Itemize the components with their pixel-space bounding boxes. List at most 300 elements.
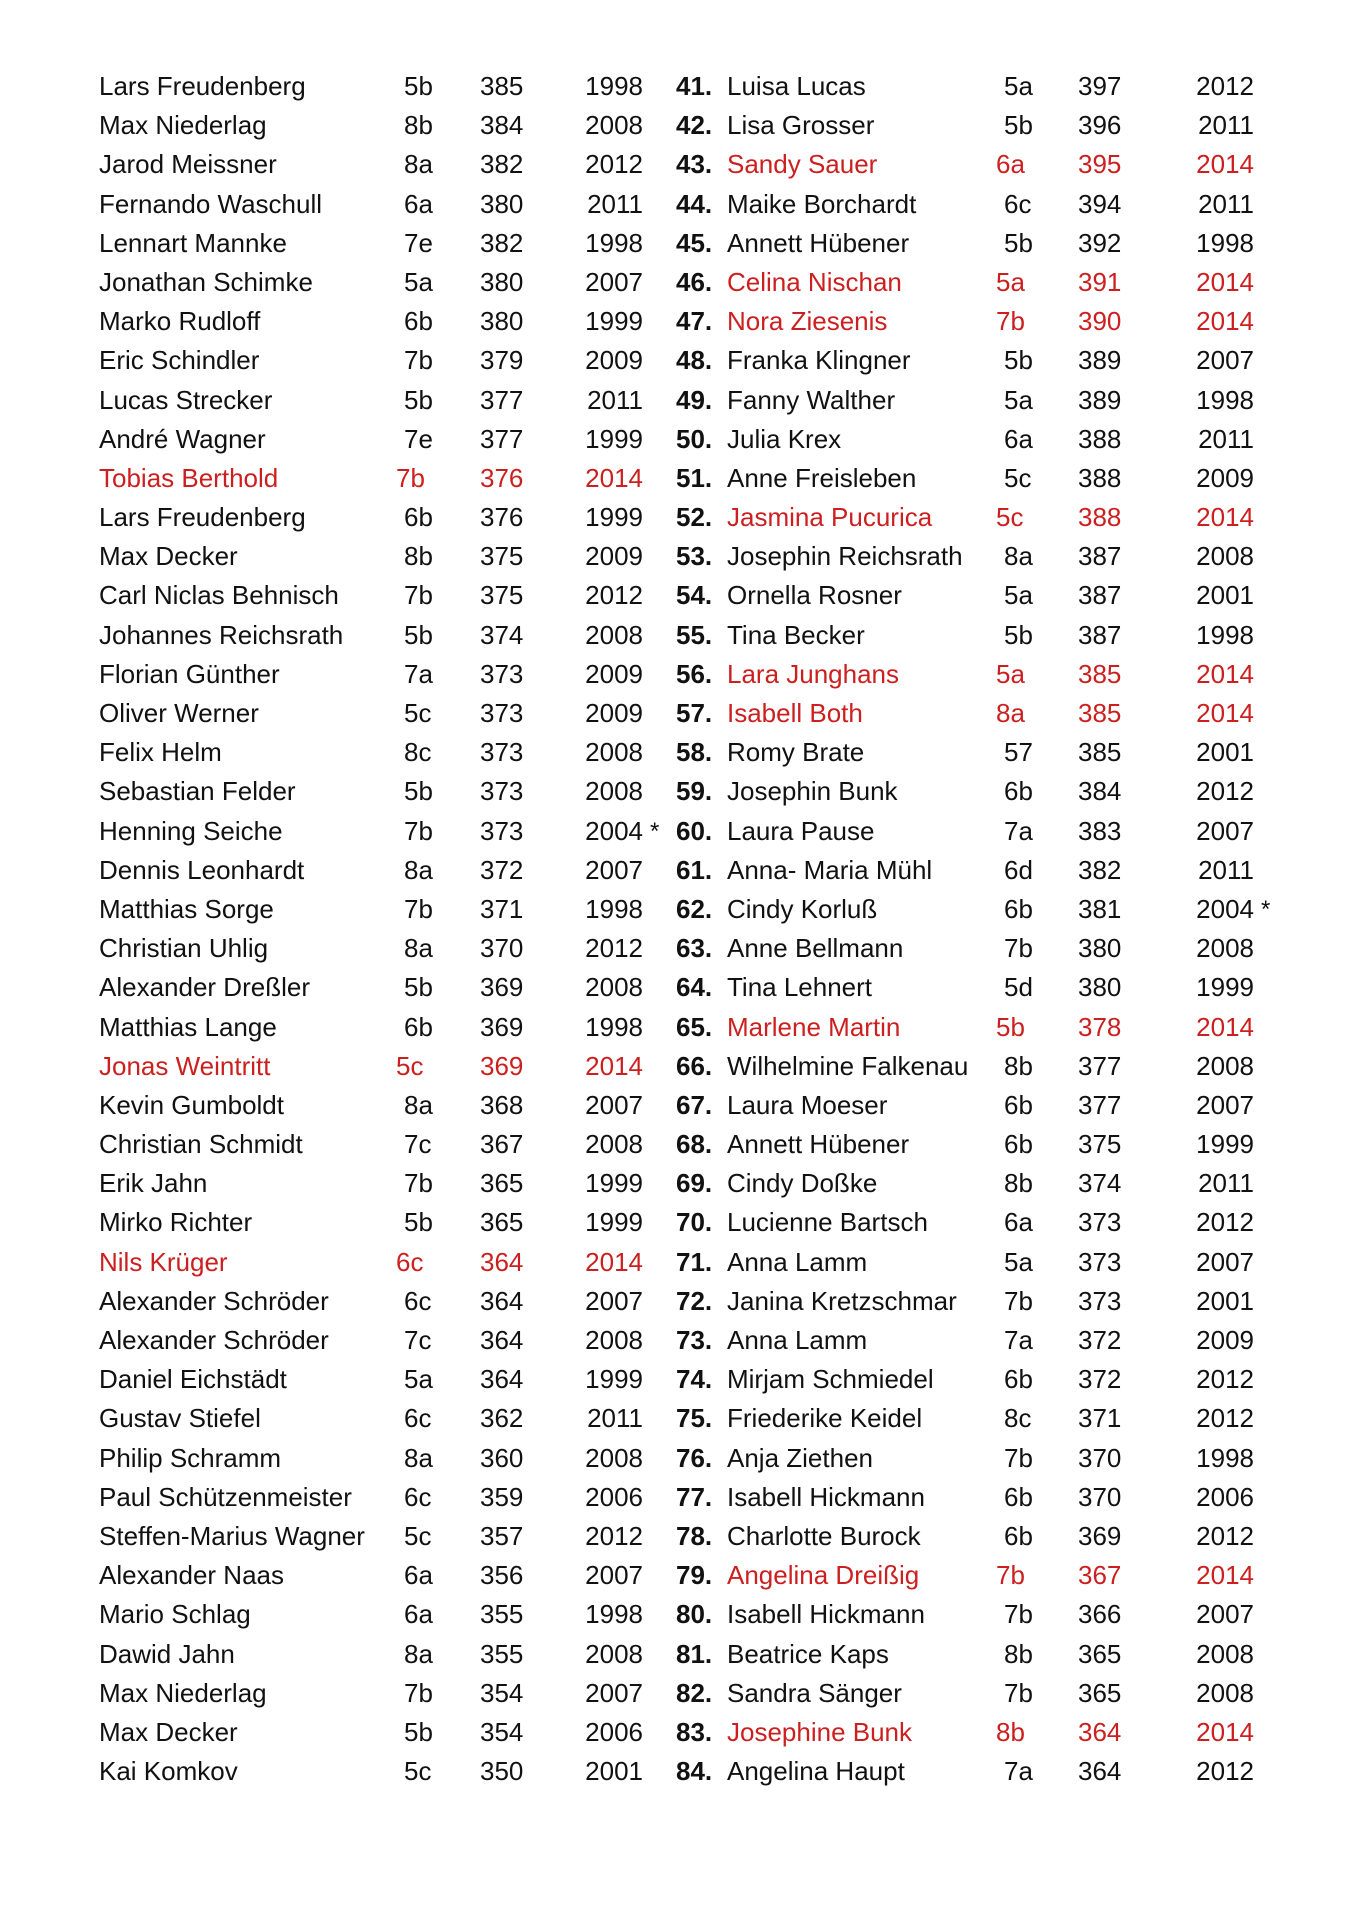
student-name: Paul Schützenmeister [99, 1481, 352, 1512]
year-value: 2011 [587, 188, 643, 219]
year-value: 2009 [1196, 462, 1254, 493]
year-value: 1998 [1196, 619, 1254, 650]
rank-number: 50. [676, 423, 713, 454]
student-name: Maike Borchardt [727, 188, 917, 219]
student-name: Matthias Lange [99, 1011, 277, 1042]
student-name: Lisa Grosser [727, 110, 875, 141]
student-name: Annett Hübener [727, 227, 910, 258]
year-value: 2012 [585, 1520, 643, 1551]
year-value: 1998 [1196, 1442, 1254, 1473]
year-value: 2007 [585, 266, 643, 297]
year-value: 2012 [1196, 1364, 1254, 1395]
class-label: 5b [404, 619, 433, 650]
points-value: 375 [480, 541, 524, 572]
rank-number: 76. [676, 1442, 713, 1473]
student-name: Johannes Reichsrath [99, 619, 344, 650]
student-name: Florian Günther [99, 658, 280, 689]
points-value: 364 [1078, 1716, 1122, 1747]
year-value: 2007 [585, 854, 643, 885]
student-name: Kai Komkov [99, 1756, 238, 1787]
class-label: 6c [404, 1285, 432, 1316]
points-value: 385 [1078, 737, 1122, 768]
rank-number: 80. [676, 1599, 713, 1630]
class-label: 7c [404, 1325, 432, 1355]
class-label: 7b [1004, 933, 1033, 964]
year-value: 2008 [585, 1325, 643, 1355]
year-value: 2006 [585, 1716, 643, 1747]
student-name: Max Decker [99, 1716, 238, 1747]
class-label: 5b [996, 1011, 1025, 1042]
student-name: Friederike Keidel [727, 1403, 923, 1434]
class-label: 8b [996, 1716, 1025, 1747]
year-value: 2012 [1196, 1207, 1254, 1238]
points-value: 385 [480, 71, 524, 101]
class-label: 6c [396, 1246, 424, 1277]
student-name: Eric Schindler [99, 345, 260, 376]
student-name: Jasmina Pucurica [727, 502, 933, 533]
year-value: 2008 [1196, 1677, 1254, 1708]
points-value: 376 [480, 462, 524, 493]
rank-number: 61. [676, 854, 713, 885]
rank-number: 77. [676, 1481, 713, 1512]
points-value: 388 [1078, 423, 1122, 454]
class-label: 7b [1004, 1442, 1033, 1473]
class-label: 6a [1004, 423, 1033, 454]
rank-number: 79. [676, 1560, 713, 1591]
student-name: Mirko Richter [99, 1207, 253, 1238]
points-value: 367 [1078, 1560, 1122, 1591]
year-value: 1998 [585, 1599, 643, 1630]
year-value: 2007 [1196, 1599, 1254, 1630]
rank-number: 81. [676, 1638, 713, 1669]
class-label: 5b [1004, 110, 1033, 141]
student-name: Anja Ziethen [727, 1442, 873, 1473]
class-label: 7a [1004, 1325, 1033, 1355]
year-value: 2008 [585, 737, 643, 768]
points-value: 389 [1078, 345, 1122, 376]
rank-number: 63. [676, 933, 713, 964]
points-value: 387 [1078, 541, 1122, 572]
student-name: Lars Freudenberg [99, 71, 306, 101]
student-name: Carl Niclas Behnisch [99, 580, 339, 611]
student-name: Angelina Haupt [727, 1756, 905, 1787]
points-value: 365 [1078, 1677, 1122, 1708]
class-label: 5b [404, 972, 433, 1003]
student-name: Julia Krex [727, 423, 842, 454]
points-value: 387 [1078, 580, 1122, 611]
year-value: 2011 [1198, 1168, 1254, 1199]
points-value: 367 [480, 1129, 524, 1160]
points-value: 387 [1078, 619, 1122, 650]
points-value: 390 [1078, 306, 1122, 337]
student-name: Felix Helm [99, 737, 222, 768]
rank-number: 83. [676, 1716, 713, 1747]
points-value: 385 [1078, 698, 1122, 728]
points-value: 380 [480, 188, 524, 219]
student-name: Philip Schramm [99, 1442, 282, 1473]
class-label: 5b [404, 384, 433, 415]
student-name: Wilhelmine Falkenau [727, 1050, 969, 1081]
year-value: 2007 [1196, 345, 1254, 376]
student-name: Franka Klingner [727, 345, 911, 376]
points-value: 370 [1078, 1442, 1122, 1473]
points-value: 396 [1078, 110, 1122, 141]
class-label: 5a [404, 266, 433, 297]
rank-number: 75. [676, 1403, 713, 1434]
year-value: 2011 [1198, 188, 1254, 219]
class-label: 5a [1004, 1246, 1033, 1277]
year-value: 1999 [585, 306, 643, 337]
year-value: 2012 [1196, 1520, 1254, 1551]
class-label: 8c [1004, 1403, 1032, 1434]
year-value: 1998 [585, 71, 643, 101]
year-value: 2007 [585, 1677, 643, 1708]
points-value: 382 [1078, 854, 1122, 885]
student-name: Tobias Berthold [99, 462, 279, 493]
class-label: 6a [404, 1560, 433, 1591]
class-label: 7c [404, 1129, 432, 1160]
rank-number: 82. [676, 1677, 713, 1708]
class-label: 6a [404, 1599, 433, 1630]
points-value: 372 [480, 854, 524, 885]
student-name: Dawid Jahn [99, 1638, 235, 1669]
class-label: 7b [404, 580, 433, 611]
student-name: Fanny Walther [727, 384, 896, 415]
points-value: 369 [480, 1011, 524, 1042]
year-value: 2008 [585, 776, 643, 807]
student-name: Matthias Sorge [99, 893, 274, 924]
points-value: 388 [1078, 462, 1122, 493]
rank-number: 62. [676, 893, 713, 924]
rank-number: 42. [676, 110, 713, 141]
year-value: 2004 [585, 815, 643, 846]
rank-number: 52. [676, 502, 713, 533]
student-name: Laura Moeser [727, 1089, 888, 1120]
class-label: 8b [1004, 1638, 1033, 1669]
class-label: 7a [1004, 1756, 1033, 1787]
rank-number: 69. [676, 1168, 713, 1199]
student-name: Ornella Rosner [727, 580, 902, 611]
class-label: 6b [1004, 1364, 1033, 1395]
class-label: 6b [1004, 776, 1033, 807]
year-value: 1999 [585, 1168, 643, 1199]
year-value: 1999 [585, 502, 643, 533]
class-label: 6a [404, 188, 433, 219]
student-name: Alexander Schröder [99, 1325, 329, 1355]
points-value: 394 [1078, 188, 1122, 219]
class-label: 7e [404, 423, 433, 454]
rank-number: 41. [676, 71, 713, 101]
year-value: 2009 [585, 345, 643, 376]
year-value: 2008 [1196, 541, 1254, 572]
year-value: 2014 [1196, 658, 1254, 689]
points-value: 359 [480, 1481, 524, 1512]
year-value: 1998 [1196, 227, 1254, 258]
student-name: Lennart Mannke [99, 227, 287, 258]
student-name: Christian Uhlig [99, 933, 269, 964]
year-value: 2014 [585, 462, 643, 493]
year-value: 2006 [1196, 1481, 1254, 1512]
year-value: 2011 [1198, 423, 1254, 454]
points-value: 364 [480, 1364, 524, 1395]
class-label: 6b [1004, 1129, 1033, 1160]
points-value: 389 [1078, 384, 1122, 415]
rank-number: 73. [676, 1325, 713, 1355]
points-value: 381 [1078, 893, 1122, 924]
points-value: 365 [480, 1207, 524, 1238]
points-value: 355 [480, 1638, 524, 1669]
student-name: Fernando Waschull [99, 188, 323, 219]
class-label: 5b [1004, 619, 1033, 650]
points-value: 378 [1078, 1011, 1122, 1042]
student-name: Max Niederlag [99, 1677, 267, 1708]
year-value: 1999 [1196, 972, 1254, 1003]
year-value: 2007 [585, 1285, 643, 1316]
class-label: 7b [996, 1560, 1025, 1591]
year-value: 2011 [1198, 854, 1254, 885]
points-value: 355 [480, 1599, 524, 1630]
class-label: 6c [404, 1481, 432, 1512]
points-value: 354 [480, 1677, 524, 1708]
rank-number: 78. [676, 1520, 713, 1551]
rank-number: 66. [676, 1050, 713, 1081]
rank-number: 44. [676, 188, 713, 219]
student-name: Alexander Naas [99, 1560, 284, 1591]
footnote-marker: * [650, 817, 660, 845]
year-value: 2014 [585, 1246, 643, 1277]
class-label: 8a [404, 854, 433, 885]
points-value: 366 [1078, 1599, 1122, 1630]
rank-number: 67. [676, 1089, 713, 1120]
rank-number: 53. [676, 541, 713, 572]
student-name: Mirjam Schmiedel [727, 1364, 934, 1395]
points-value: 380 [1078, 972, 1122, 1003]
year-value: 2012 [585, 149, 643, 180]
points-value: 373 [480, 737, 524, 768]
year-value: 2011 [587, 1403, 643, 1434]
class-label: 7b [404, 815, 433, 846]
points-value: 370 [1078, 1481, 1122, 1512]
class-label: 6b [1004, 1481, 1033, 1512]
year-value: 2007 [1196, 1089, 1254, 1120]
points-value: 373 [480, 658, 524, 689]
rank-number: 60. [676, 815, 713, 846]
points-value: 354 [480, 1716, 524, 1747]
class-label: 5c [1004, 462, 1032, 493]
year-value: 2008 [1196, 933, 1254, 964]
year-value: 1998 [1196, 384, 1254, 415]
student-name: Isabell Hickmann [727, 1481, 925, 1512]
rank-number: 84. [676, 1756, 713, 1787]
class-label: 8a [404, 149, 433, 180]
year-value: 1999 [585, 423, 643, 454]
points-value: 397 [1078, 71, 1122, 101]
rank-number: 57. [676, 698, 713, 728]
student-name: Romy Brate [727, 737, 865, 768]
student-name: Erik Jahn [99, 1168, 208, 1199]
rank-number: 54. [676, 580, 713, 611]
class-label: 8a [1004, 541, 1033, 572]
rank-number: 58. [676, 737, 713, 768]
points-value: 392 [1078, 227, 1122, 258]
rank-number: 64. [676, 972, 713, 1003]
student-name: Luisa Lucas [727, 71, 866, 101]
class-label: 6d [1004, 854, 1033, 885]
student-name: Cindy Doßke [727, 1168, 878, 1199]
points-value: 377 [480, 423, 524, 454]
class-label: 7b [404, 893, 433, 924]
year-value: 2012 [1196, 1403, 1254, 1434]
student-name: Isabell Both [727, 698, 863, 728]
points-value: 368 [480, 1089, 524, 1120]
year-value: 2007 [1196, 815, 1254, 846]
student-name: Sandy Sauer [727, 149, 878, 180]
student-name: Henning Seiche [99, 815, 283, 846]
class-label: 5a [996, 266, 1025, 297]
student-name: Anne Freisleben [727, 462, 917, 493]
footnote-marker: * [1261, 895, 1271, 923]
points-value: 388 [1078, 502, 1122, 533]
class-label: 5d [1004, 972, 1033, 1003]
class-label: 8b [1004, 1050, 1033, 1081]
student-name: Steffen-Marius Wagner [99, 1520, 365, 1551]
student-name: Dennis Leonhardt [99, 854, 305, 885]
rank-number: 68. [676, 1129, 713, 1160]
class-label: 5a [996, 658, 1025, 689]
year-value: 2014 [1196, 149, 1254, 180]
year-value: 1999 [585, 1207, 643, 1238]
class-label: 8a [996, 698, 1025, 728]
student-name: Max Decker [99, 541, 238, 572]
points-value: 391 [1078, 266, 1122, 297]
class-label: 8a [404, 1442, 433, 1473]
class-label: 8a [404, 1638, 433, 1669]
class-label: 7b [404, 345, 433, 376]
class-label: 5c [404, 1756, 432, 1787]
year-value: 2008 [1196, 1638, 1254, 1669]
class-label: 8c [404, 737, 432, 768]
year-value: 2012 [585, 580, 643, 611]
class-label: 5b [404, 71, 433, 101]
year-value: 2011 [1198, 110, 1254, 141]
student-name: Lars Freudenberg [99, 502, 306, 533]
year-value: 2008 [585, 619, 643, 650]
points-value: 357 [480, 1520, 524, 1551]
points-value: 385 [1078, 658, 1122, 689]
student-name: Jarod Meissner [99, 149, 277, 180]
year-value: 2004 [1196, 893, 1254, 924]
student-name: Sebastian Felder [99, 776, 296, 807]
class-label: 8a [404, 933, 433, 964]
class-label: 5b [1004, 227, 1033, 258]
class-label: 6b [1004, 893, 1033, 924]
rank-number: 72. [676, 1285, 713, 1316]
class-label: 7b [396, 462, 425, 493]
points-value: 382 [480, 149, 524, 180]
class-label: 5b [404, 776, 433, 807]
class-label: 7b [1004, 1285, 1033, 1316]
points-value: 377 [1078, 1089, 1122, 1120]
year-value: 2014 [1196, 306, 1254, 337]
points-value: 364 [480, 1325, 524, 1355]
year-value: 2009 [585, 541, 643, 572]
year-value: 1998 [585, 227, 643, 258]
points-value: 372 [1078, 1325, 1122, 1355]
class-label: 5b [1004, 345, 1033, 376]
student-name: Cindy Korluß [727, 893, 878, 924]
year-value: 2014 [1196, 1560, 1254, 1591]
year-value: 2012 [1196, 1756, 1254, 1787]
points-value: 373 [480, 776, 524, 807]
student-name: Anna Lamm [727, 1246, 868, 1277]
student-name: Angelina Dreißig [727, 1560, 920, 1591]
class-label: 5a [1004, 384, 1033, 415]
student-name: Christian Schmidt [99, 1129, 303, 1160]
student-name: Jonas Weintritt [99, 1050, 271, 1081]
student-name: Nora Ziesenis [727, 306, 888, 337]
year-value: 2008 [585, 1442, 643, 1473]
student-name: Josephin Reichsrath [727, 541, 963, 572]
points-value: 373 [1078, 1246, 1122, 1277]
points-value: 369 [1078, 1520, 1122, 1551]
points-value: 395 [1078, 149, 1122, 180]
rank-number: 71. [676, 1246, 713, 1277]
class-label: 5a [404, 1364, 433, 1395]
points-value: 375 [480, 580, 524, 611]
student-name: Sandra Sänger [727, 1677, 902, 1708]
points-value: 380 [480, 266, 524, 297]
student-name: Lucienne Bartsch [727, 1207, 928, 1238]
rank-number: 43. [676, 149, 713, 180]
year-value: 1999 [585, 1364, 643, 1395]
points-value: 365 [480, 1168, 524, 1199]
student-name: Beatrice Kaps [727, 1638, 889, 1669]
class-label: 57 [1004, 737, 1033, 768]
year-value: 2001 [1196, 580, 1254, 611]
student-name: Nils Krüger [99, 1246, 228, 1277]
points-value: 369 [480, 972, 524, 1003]
year-value: 2007 [1196, 1246, 1254, 1277]
student-name: Tina Lehnert [727, 972, 873, 1003]
student-name: Gustav Stiefel [99, 1403, 261, 1434]
student-name: Lucas Strecker [99, 384, 273, 415]
class-label: 5a [1004, 71, 1033, 101]
year-value: 2014 [1196, 1716, 1254, 1747]
points-value: 383 [1078, 815, 1122, 846]
rank-number: 59. [676, 776, 713, 807]
rank-number: 46. [676, 266, 713, 297]
year-value: 2008 [585, 110, 643, 141]
year-value: 2001 [585, 1756, 643, 1787]
year-value: 2012 [1196, 776, 1254, 807]
student-name: Janina Kretzschmar [727, 1285, 957, 1316]
class-label: 6b [1004, 1089, 1033, 1120]
student-name: André Wagner [99, 423, 266, 454]
class-label: 6a [1004, 1207, 1033, 1238]
student-name: Annett Hübener [727, 1129, 910, 1160]
class-label: 5b [404, 1716, 433, 1747]
student-name: Marko Rudloff [99, 306, 261, 337]
class-label: 8b [404, 110, 433, 141]
class-label: 7b [1004, 1677, 1033, 1708]
student-name: Laura Pause [727, 815, 875, 846]
year-value: 1998 [585, 893, 643, 924]
class-label: 8b [1004, 1168, 1033, 1199]
student-name: Kevin Gumboldt [99, 1089, 284, 1120]
class-label: 6c [404, 1403, 432, 1434]
student-name: Anna- Maria Mühl [727, 854, 933, 885]
class-label: 5c [996, 502, 1024, 533]
